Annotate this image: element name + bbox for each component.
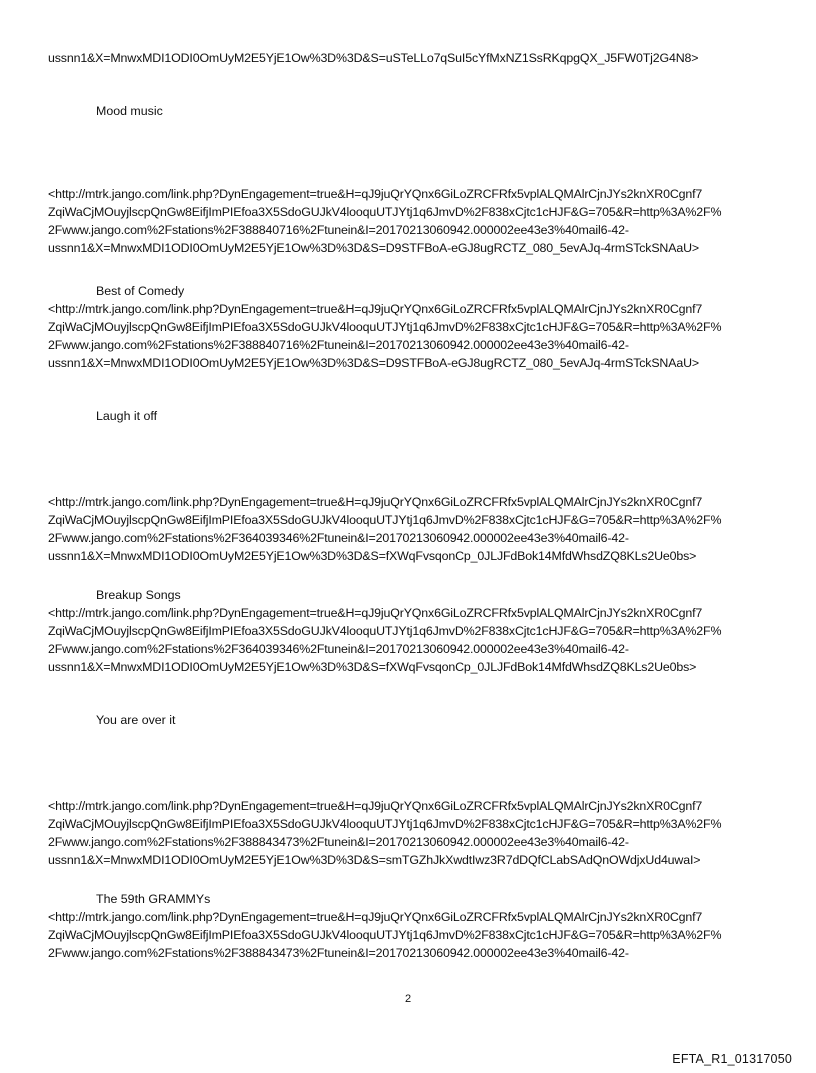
station-link-line[interactable]: 2Fwww.jango.com%2Fstations%2F388843473%2Ftunein&I=20170213060942.000002ee43e3%40mail6-42- bbox=[48, 946, 629, 960]
station-link-line[interactable]: 2Fwww.jango.com%2Fstations%2F388840716%2Ftunein&I=20170213060942.000002ee43e3%40mail6-42- bbox=[48, 338, 629, 352]
station-link-line[interactable]: <http://mtrk.jango.com/link.php?DynEngagement=true&H=qJ9juQrYQnx6GiLoZRCFRfx5vplALQMAlrCjnJYs2knXR0Cgnf7 bbox=[48, 606, 703, 620]
station-link-line[interactable]: ZqiWaCjMOuyjlscpQnGw8EifjImPIEfoa3X5SdoGUJkV4looquUTJYtj1q6JmvD%2F838xCjtc1cHJF&G=705&R=http%3A%2F% bbox=[48, 928, 722, 942]
station-title-mood-music: Mood music bbox=[96, 104, 163, 118]
station-link-line[interactable]: ussnn1&X=MnwxMDI1ODI0OmUyM2E5YjE1Ow%3D%3D&S=D9STFBoA-eGJ8ugRCTZ_080_5evAJq-4rmSTckSNAaU> bbox=[48, 241, 699, 255]
station-title-breakup-songs: Breakup Songs bbox=[96, 588, 181, 602]
station-title-you-are-over-it: You are over it bbox=[96, 713, 176, 727]
station-link-line[interactable]: ZqiWaCjMOuyjlscpQnGw8EifjImPIEfoa3X5SdoGUJkV4looquUTJYtj1q6JmvD%2F838xCjtc1cHJF&G=705&R=http%3A%2F% bbox=[48, 513, 722, 527]
station-link-line[interactable]: ZqiWaCjMOuyjlscpQnGw8EifjImPIEfoa3X5SdoGUJkV4looquUTJYtj1q6JmvD%2F838xCjtc1cHJF&G=705&R=http%3A%2F% bbox=[48, 205, 722, 219]
bates-number: EFTA_R1_01317050 bbox=[672, 1052, 792, 1066]
station-link-line[interactable]: 2Fwww.jango.com%2Fstations%2F388843473%2Ftunein&I=20170213060942.000002ee43e3%40mail6-42- bbox=[48, 835, 629, 849]
station-link-line[interactable]: 2Fwww.jango.com%2Fstations%2F364039346%2Ftunein&I=20170213060942.000002ee43e3%40mail6-42- bbox=[48, 642, 629, 656]
station-link-line[interactable]: ussnn1&X=MnwxMDI1ODI0OmUyM2E5YjE1Ow%3D%3D&S=smTGZhJkXwdtIwz3R7dDQfCLabSAdQnOWdjxUd4uwaI> bbox=[48, 853, 701, 867]
station-link-line[interactable]: ZqiWaCjMOuyjlscpQnGw8EifjImPIEfoa3X5SdoGUJkV4looquUTJYtj1q6JmvD%2F838xCjtc1cHJF&G=705&R=http%3A%2F% bbox=[48, 817, 722, 831]
station-link-line[interactable]: ussnn1&X=MnwxMDI1ODI0OmUyM2E5YjE1Ow%3D%3D&S=fXWqFvsqonCp_0JLJFdBok14MfdWhsdZQ8KLs2Ue0bs> bbox=[48, 549, 697, 563]
station-title-laugh-it-off: Laugh it off bbox=[96, 409, 158, 423]
station-title-best-of-comedy: Best of Comedy bbox=[96, 284, 185, 298]
station-link-line[interactable]: 2Fwww.jango.com%2Fstations%2F388840716%2Ftunein&I=20170213060942.000002ee43e3%40mail6-42- bbox=[48, 223, 629, 237]
station-link-line[interactable]: <http://mtrk.jango.com/link.php?DynEngagement=true&H=qJ9juQrYQnx6GiLoZRCFRfx5vplALQMAlrCjnJYs2knXR0Cgnf7 bbox=[48, 799, 703, 813]
station-link-line[interactable]: ZqiWaCjMOuyjlscpQnGw8EifjImPIEfoa3X5SdoGUJkV4looquUTJYtj1q6JmvD%2F838xCjtc1cHJF&G=705&R=http%3A%2F% bbox=[48, 624, 722, 638]
station-link-line[interactable]: 2Fwww.jango.com%2Fstations%2F364039346%2Ftunein&I=20170213060942.000002ee43e3%40mail6-42- bbox=[48, 531, 629, 545]
link-fragment: ussnn1&X=MnwxMDI1ODI0OmUyM2E5YjE1Ow%3D%3D&S=uSTeLLo7qSuI5cYfMxNZ1SsRKqpgQX_J5FW0Tj2G4N8> bbox=[48, 51, 699, 65]
station-link-line[interactable]: <http://mtrk.jango.com/link.php?DynEngagement=true&H=qJ9juQrYQnx6GiLoZRCFRfx5vplALQMAlrCjnJYs2knXR0Cgnf7 bbox=[48, 910, 703, 924]
station-link-line[interactable]: ZqiWaCjMOuyjlscpQnGw8EifjImPIEfoa3X5SdoGUJkV4looquUTJYtj1q6JmvD%2F838xCjtc1cHJF&G=705&R=http%3A%2F% bbox=[48, 320, 722, 334]
station-link-line[interactable]: <http://mtrk.jango.com/link.php?DynEngagement=true&H=qJ9juQrYQnx6GiLoZRCFRfx5vplALQMAlrCjnJYs2knXR0Cgnf7 bbox=[48, 302, 703, 316]
page-number: 2 bbox=[404, 993, 412, 1005]
station-link-line[interactable]: <http://mtrk.jango.com/link.php?DynEngagement=true&H=qJ9juQrYQnx6GiLoZRCFRfx5vplALQMAlrCjnJYs2knXR0Cgnf7 bbox=[48, 187, 703, 201]
station-link-line[interactable]: ussnn1&X=MnwxMDI1ODI0OmUyM2E5YjE1Ow%3D%3D&S=D9STFBoA-eGJ8ugRCTZ_080_5evAJq-4rmSTckSNAaU> bbox=[48, 356, 699, 370]
station-title-59th-grammys: The 59th GRAMMYs bbox=[96, 892, 211, 906]
station-link-line[interactable]: ussnn1&X=MnwxMDI1ODI0OmUyM2E5YjE1Ow%3D%3D&S=fXWqFvsqonCp_0JLJFdBok14MfdWhsdZQ8KLs2Ue0bs> bbox=[48, 660, 697, 674]
station-link-line[interactable]: <http://mtrk.jango.com/link.php?DynEngagement=true&H=qJ9juQrYQnx6GiLoZRCFRfx5vplALQMAlrCjnJYs2knXR0Cgnf7 bbox=[48, 495, 703, 509]
